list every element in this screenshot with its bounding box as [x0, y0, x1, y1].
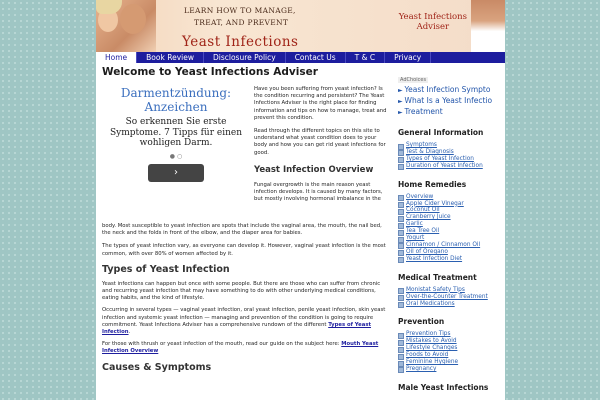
- sidebar-link[interactable]: Apple Cider Vinegar: [398, 201, 502, 208]
- mouth-yeast-infection-link[interactable]: Mouth Yeast Infection Overview: [102, 341, 379, 355]
- nav-privacy[interactable]: Privacy: [385, 52, 431, 63]
- nav-disclosure-policy[interactable]: Disclosure Policy: [204, 52, 286, 63]
- header-photo-doctor: [471, 0, 505, 52]
- sidebar-heading-home-remedies: Home Remedies: [398, 179, 467, 189]
- ad-next-button[interactable]: ›: [148, 164, 204, 182]
- sidebar-link[interactable]: Prevention Tips: [398, 331, 502, 338]
- types-paragraph-3-text: For those with thrush or yeast infection of the mouth, read our guide on the subject here:: [102, 341, 340, 348]
- sidebar-link[interactable]: Types of Yeast Infection: [398, 156, 502, 163]
- site-title: [399, 12, 467, 32]
- overview-paragraph-1: Fungal overgrowth is the main reason yeast infection develops. It is caused by many factors, but mostly involving hormonal imbalance in the: [254, 181, 383, 203]
- article-body: [102, 223, 388, 373]
- overview-heading: Yeast Infection Overview: [254, 164, 374, 175]
- sidebar-link[interactable]: Cinnamon / Cinnamon Oil: [398, 242, 502, 249]
- sidebar-link[interactable]: Lifestyle Changes: [398, 345, 502, 352]
- sidebar-link[interactable]: Foods to Avoid: [398, 352, 502, 359]
- sidebar-list-prevention: [398, 331, 502, 372]
- sidebar-link[interactable]: Feminine Hygiene: [398, 359, 502, 366]
- site-title-line-2: Adviser: [416, 22, 450, 32]
- sidebar-link[interactable]: Oral Medications: [398, 301, 502, 308]
- adchoices-badge[interactable]: AdChoices: [400, 77, 427, 83]
- sidebar-link[interactable]: Over-the-Counter Treatment: [398, 294, 502, 301]
- man-face: [120, 4, 146, 34]
- sidebar-link[interactable]: Mistakes to Avoid: [398, 338, 502, 345]
- sidebar-ad-link-2[interactable]: ► What Is a Yeast Infectio: [398, 96, 502, 107]
- tagline-headline: Yeast Infections: [182, 34, 299, 50]
- nav-home[interactable]: Home: [96, 52, 137, 63]
- sidebar-heading-general: General Information: [398, 128, 484, 137]
- intro-paragraph-2: Read through the different topics on this site to understand what yeast condition does to your body and how you can get rid yeast infections for good.: [254, 128, 386, 156]
- page: [96, 0, 505, 400]
- types-paragraph-3: [102, 341, 388, 355]
- sidebar-heading-prevention: Prevention: [398, 317, 445, 327]
- intro-column: [254, 86, 388, 203]
- sidebar-link[interactable]: Garlic: [398, 221, 502, 228]
- ad-headline[interactable]: Darmentzündung: Anzeichen: [120, 86, 232, 114]
- sidebar-link[interactable]: Oil of Oregano: [398, 249, 502, 256]
- nav-terms[interactable]: T & C: [346, 52, 385, 63]
- sidebar-heading-medical-treatment: Medical Treatment: [398, 272, 477, 282]
- main-content: [102, 66, 388, 373]
- sidebar-link[interactable]: Monistat Safety Tips: [398, 287, 502, 294]
- sidebar-link[interactable]: Symptoms: [398, 142, 502, 149]
- types-of-yeast-infection-link[interactable]: Types of Yeast Infection: [102, 321, 372, 336]
- ad-body: So erkennen Sie erste Symptome. 7 Tipps für einen wohligen Darm.: [109, 117, 243, 148]
- overview-paragraph-3: The types of yeast infection vary, as everyone can develop it. However, vaginal yeast infection is the most common, with over 80% of women affected by it.: [102, 243, 386, 257]
- sidebar-link[interactable]: Yeast Infection Diet: [398, 256, 502, 263]
- sidebar-list-home-remedies: [398, 194, 502, 263]
- page-title: Welcome to Yeast Infections Adviser: [102, 66, 318, 78]
- sidebar-ad-link-3[interactable]: ► Treatment: [398, 107, 502, 118]
- sidebar-link[interactable]: Duration of Yeast Infection: [398, 163, 502, 170]
- types-paragraph-2-text: Occurring in several types — vaginal yeast infection, oral yeast infection, penile yeast infection, skin yeast infection and systemic yeast infection — managing and prevention of the condition is going to require commitment. Yeast Infections Adviser has a comprehensive rundown of the different: [102, 307, 386, 328]
- nav-contact-us[interactable]: Contact Us: [286, 52, 346, 63]
- sidebar-link[interactable]: Pregnancy: [398, 366, 502, 373]
- main-nav: [96, 52, 505, 63]
- types-heading: Types of Yeast Infection: [102, 263, 230, 275]
- tagline-line-2: TREAT, AND PREVENT: [194, 18, 289, 27]
- sidebar-list-medical-treatment: [398, 287, 502, 308]
- causes-heading: Causes & Symptoms: [102, 361, 212, 373]
- woman-hair: [96, 0, 122, 14]
- sidebar-heading-male: Male Yeast Infections: [398, 382, 489, 392]
- sidebar-link[interactable]: Coconut Oil: [398, 207, 502, 214]
- tagline-line-1: LEARN HOW TO MANAGE,: [184, 6, 296, 15]
- sidebar-link[interactable]: Cranberry Juice: [398, 214, 502, 221]
- intro-paragraph-1: Have you been suffering from yeast infection? Is the condition recurring and persistent? The Yeast Infections Adviser is the right place for finding information and tips on how to manage, treat and prevent this condition.: [254, 86, 387, 121]
- site-title-line-1: Yeast Infections: [398, 12, 467, 22]
- nav-book-review[interactable]: Book Review: [137, 52, 204, 63]
- types-paragraph-1: Yeast infections can happen but once with some people. But there are those who can suffer from chronic and recurring yeast infection that may have something to do with other underlying medical conditions, eating habits, and the kind of lifestyle.: [102, 280, 381, 302]
- site-header: [96, 0, 505, 52]
- types-paragraph-2: Occurring in several types — vaginal yeast infection, oral yeast infection, penile yeast infection, skin yeast infection and systemic yeast infection — managing and prevention of the condition is going to require commitment. Yeast Infections Adviser has a comprehensive rundown of the different Types of Yeast Infection.: [102, 307, 386, 336]
- sidebar-link[interactable]: Yogurt: [398, 235, 502, 242]
- sidebar-link[interactable]: Overview: [398, 194, 502, 201]
- sidebar-link[interactable]: Tea Tree Oil: [398, 228, 502, 235]
- sidebar-ad-link-1[interactable]: ► Yeast Infection Sympto: [398, 85, 502, 96]
- overview-paragraph-2: body. Most susceptible to yeast infection are spots that include the vaginal area, the mouth, the nail bed, the neck and the folds in front of the elbow, and the diaper area for babies.: [102, 223, 382, 237]
- sidebar-list-general: [398, 142, 502, 170]
- sidebar-link[interactable]: Test & Diagnosis: [398, 149, 502, 156]
- display-ad[interactable]: [102, 86, 250, 190]
- header-photo-couple: [96, 0, 156, 52]
- ad-carousel-dots[interactable]: ● ○: [169, 152, 183, 160]
- sidebar: [398, 66, 502, 397]
